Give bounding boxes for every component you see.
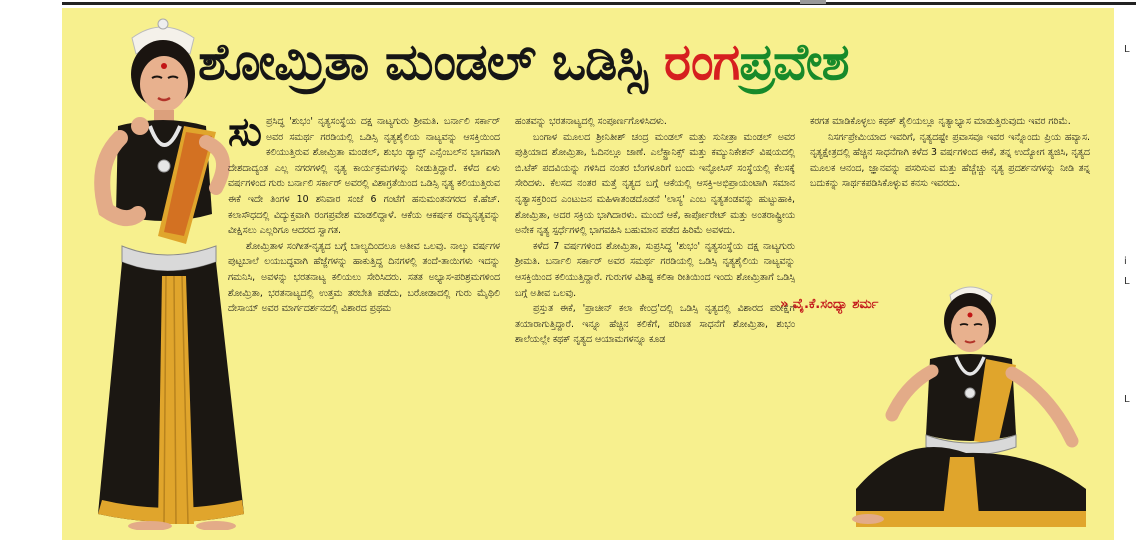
top-rule: [62, 2, 1136, 5]
article-column-1: [228, 109, 500, 317]
edge-glyph: L: [1124, 276, 1130, 287]
col1-paragraph: ಶೋಮ್ರಿತಾಳ ಸಂಗೀತ-ನೃತ್ಯದ ಬಗ್ಗೆ ಬಾಲ್ಯದಿಂದಲೂ ಅತೀವ ಒಲವು. ನಾಲ್ಕು ವರ್ಷಗಳ ಪುಟ್ಟಬಾಲೆ ಲಯಬದ್ಧವಾಗಿ ಹೆಜ್ಜೆಗಳನ್ನು ಹಾಕುತ್ತಿದ್ದ ದಿನಗಳಲ್ಲಿ ತಂದೆ-ತಾಯಿಗಳು ಇದನ್ನು ಗಮನಿಸಿ, ಅವಳನ್ನು ಭರತನಾಟ್ಯ ಕಲಿಯಲು ಸೇರಿಸಿದರು. ಸತತ ಅಭ್ಯಾಸ-ಪರಿಶ್ರಮಗಳಿಂದ ಶೋಮ್ರಿತಾ, ಭರತನಾಟ್ಯದಲ್ಲಿ ಉತ್ತಮ ತರಬೇತಿ ಪಡೆದು, ಬರೋಡಾದಲ್ಲಿ ಗುರು ಮೈಥಿಲಿ ದೇಸಾಯ್ ಅವರ ಮಾರ್ಗದರ್ಶನದಲ್ಲಿ ವಿಶಾರದ ಪ್ರಥಮ: [228, 240, 500, 315]
headline: [198, 18, 1103, 108]
headline-part-1: ಶೋಮ್ರಿತಾ ಮಂಡಲ್ ಒಡಿಸ್ಸಿ: [198, 33, 665, 92]
article-column-3: [810, 114, 1090, 192]
col3-paragraph: ಕರಗತ ಮಾಡಿಕೊಳ್ಳಲು ಕಥಕ್ ಶೈಲಿಯಲ್ಲೂ ನೃತ್ಯಾಭ್ಯಾಸ ಮಾಡುತ್ತಿರುವುದು ಇವರ ಗರಿಮೆ.: [810, 116, 1071, 127]
col2-paragraph: ಬಂಗಾಳ ಮೂಲದ ಶ್ರೀನಿತೀಶ್ ಚಂದ್ರ ಮಂಡಲ್ ಮತ್ತು ಸುನೀತ್ರಾ ಮಂಡಲ್ ಅವರ ಪುತ್ರಿಯಾದ ಶೋಮ್ರಿತಾ, ಓದಿನಲ್ಲೂ ಜಾಣೆ. ಎಲೆಕ್ಟ್ರಾನಿಕ್ಸ್ ಮತ್ತು ಕಮ್ಯುನಿಕೇಶನ್ ವಿಷಯದಲ್ಲಿ ಬಿ.ಟೆಕ್ ಪದವಿಯನ್ನು ಗಳಿಸಿದ ನಂತರ ಬೆಂಗಳೂರಿಗೆ ಬಂದು ಇನ್ಫೋಸಿಸ್ ಸಂಸ್ಥೆಯಲ್ಲಿ ಕೆಲಸಕ್ಕೆ ಸೇರಿದಳು. ಕೆಲಸದ ನಂತರ ಮತ್ತೆ ನೃತ್ಯದ ಬಗ್ಗೆ ಆಕೆಯಲ್ಲಿ ಆಸಕ್ತಿ-ಅಭಿಪ್ರಾಯಂಟಾಗಿ ಸಮಾನ ನೃತ್ಯಾಸಕ್ತರಿಂದ ಎಂಟುಜನ ಮಹಿಳಾತಂಡದೊಡನೆ 'ಲಾಸ್ಯ' ಎಂಬ ನೃತ್ಯತಂಡವನ್ನು ಹುಟ್ಟುಹಾಕಿ, ಶೋಮ್ರಿತಾ, ಅದರ ಸಕ್ರಿಯ ಭಾಗಿದಾರಳು. ಮುಂದೆ ಆಕೆ, ಕಾರ್ಪೋರೇಟ್ ಮತ್ತು ಅಂತರಾಷ್ಟ್ರೀಯ ಅನೇಕ ನೃತ್ಯ ಸ್ಪರ್ಧೆಗಳಲ್ಲಿ ಭಾಗವಹಿಸಿ ಬಹುಮಾನ ಪಡೆದ ಹಿರಿಮೆ ಅವಳದು.: [515, 131, 795, 237]
headline-part-2: ರಂಗ: [664, 33, 740, 92]
drop-cap: ಸು: [228, 109, 262, 155]
col1-paragraph: ಪ್ರಸಿದ್ಧ 'ಶುಭಂ' ನೃತ್ಯಸಂಸ್ಥೆಯ ದಕ್ಷ ನಾಟ್ಯಗುರು ಶ್ರೀಮತಿ. ಬರ್ನಾಲಿ ಸರ್ಕಾರ್ ಅವರ ಸಮರ್ಥ ಗರಡಿಯಲ್ಲಿ ಒಡಿಸ್ಸಿ ನೃತ್ಯಶೈಲಿಯ ನಾಟ್ಯವನ್ನು ಆಸಕ್ತಿಯಿಂದ ಕಲಿಯುತ್ತಿರುವ ಶೋಮ್ರಿತಾ ಮಂಡಲ್, ಶುಭಂ ಡ್ಯಾನ್ಸ್ ಎನ್ಸೆಂಬಲ್‌ನ ಭಾಗವಾಗಿ ದೇಶದಾದ್ಯಂತ ಎಲ್ಲ ನಗರಗಳಲ್ಲಿ ನೃತ್ಯ ಕಾರ್ಯಕ್ರಮಗಳನ್ನು ನೀಡುತ್ತಿದ್ದಾರೆ. ಕಳೆದ ಏಳು ವರ್ಷಗಳಿಂದ ಗುರು ಬರ್ನಾಲಿ ಸರ್ಕಾರ್ ಅವರಲ್ಲಿ ವಿಶಾಗ್ರತೆಯಿಂದ ಒಡಿಸ್ಸಿ ನೃತ್ಯ ಕಲಿಯುತ್ತಿರುವ ಈಕೆ ಇದೇ ತಿಂಗಳ 10 ಶನಿವಾರ ಸಂಜೆ 6 ಗಂಟೆಗೆ ಹನುಮಂತನಗರದ ಕೆ.ಹೆಚ್. ಕಲಾಸೌಧದಲ್ಲಿ ವಿದ್ಯುಕ್ತವಾಗಿ ರಂಗಪ್ರವೇಶ ಮಾಡಲಿದ್ದಾಳೆ. ಆಕೆಯ ಆಕರ್ಷಕ ರಮ್ಯನೃತ್ಯವನ್ನು ವೀಕ್ಷಿಸಲು ಎಲ್ಲರಿಗೂ ಆದರದ ಸ್ವಾಗತ.: [228, 116, 500, 237]
article-column-2: [515, 114, 795, 348]
scan-margin: [1118, 6, 1136, 546]
edge-glyph: L: [1124, 394, 1130, 405]
col3-paragraph: ನಿಸರ್ಗಪ್ರೇಮಿಯಾದ ಇವರಿಗೆ, ನೃತ್ಯದಷ್ಟೇ ಪ್ರವಾಸವೂ ಇವರ ಇನ್ನೊಂದು ಪ್ರಿಯ ಹವ್ಯಾಸ. ನೃತ್ಯಕ್ಷೇತ್ರದಲ್ಲಿ ಹೆಚ್ಚಿನ ಸಾಧನೆಗಾಗಿ ಕಳೆದ 3 ವರ್ಷಗಳಿಂದ ಈಕೆ, ತನ್ನ ಉದ್ಯೋಗ ತ್ಯಜಿಸಿ, ನೃತ್ಯದ ಮೂಲಕ ಆನಂದ, ಜ್ಞಾನವನ್ನು ಪಸರಿಸುವ ಮತ್ತು ಹೆಚ್ಚೆಚ್ಚು ನೃತ್ಯ ಪ್ರದರ್ಶನಗಳನ್ನು ನೀಡಿ ತನ್ನ ಬದುಕನ್ನು ಸಾರ್ಥಕಪಡಿಸಿಕೊಳ್ಳುವ ಕನಸು ಇವರದು.: [810, 131, 1090, 190]
edge-glyph: i: [1124, 256, 1127, 267]
edge-glyph: L: [1124, 44, 1130, 55]
byline: » ವೈ.ಕೆ.ಸಂಧ್ಯಾ ಶರ್ಮ: [780, 297, 879, 312]
headline-part-3: ಪ್ರವೇಶ: [739, 33, 849, 92]
right-dancer-photo: [846, 275, 1102, 533]
col2-paragraph: ಕಳೆದ 7 ವರ್ಷಗಳಿಂದ ಶೋಮ್ರಿತಾ, ಸುಪ್ರಸಿದ್ಧ 'ಶುಭಂ' ನೃತ್ಯಸಂಸ್ಥೆಯ ದಕ್ಷ ನಾಟ್ಯಗುರು ಶ್ರೀಮತಿ. ಬರ್ನಾಲಿ ಸರ್ಕಾರ್ ಅವರ ಸಮರ್ಥ ಗರಡಿಯಲ್ಲಿ ಒಡಿಸ್ಸಿ ನೃತ್ಯಶೈಲಿಯ ನಾಟ್ಯವನ್ನು ಆಸಕ್ತಿಯಿಂದ ಕಲಿಯುತ್ತಿದ್ದಾರೆ. ಗುರುಗಳ ವಿಶಿಷ್ಟ ಕಲಿಕಾ ರೀತಿಯಿಂದ ಇಂದು ಶೋಮ್ರಿತಾಗೆ ಒಡಿಸ್ಸಿ ಬಗ್ಗೆ ಅತೀವ ಒಲವು.: [515, 240, 795, 299]
top-tab: [800, 0, 826, 4]
col2-paragraph: ಪ್ರಸ್ತುತ ಈಕೆ, 'ಪ್ರಾಚೀನ್ ಕಲಾ ಕೇಂದ್ರ'ದಲ್ಲಿ ಒಡಿಸ್ಸಿ ನೃತ್ಯದಲ್ಲಿ ವಿಶಾರದ ಪರೀಕ್ಷೆಗೆ ತಯಾರಾಗುತ್ತಿದ್ದಾರೆ. ಇನ್ನೂ ಹೆಚ್ಚಿನ ಕಲಿಕೆಗೆ, ಪರಿಣತ ಸಾಧನೆಗೆ ಶೋಮ್ರಿತಾ, ಶುಭಂ ಶಾಲೆಯಲ್ಲೇ ಕಥಕ್ ನೃತ್ಯದ ಆಯಾಮಗಳನ್ನೂ ಕೂಡ: [515, 303, 795, 346]
col2-paragraph: ಹಂತವನ್ನು ಭರತನಾಟ್ಯದಲ್ಲಿ ಸಂಪೂರ್ಣಗೊಳಿಸಿದಳು.: [515, 116, 667, 127]
